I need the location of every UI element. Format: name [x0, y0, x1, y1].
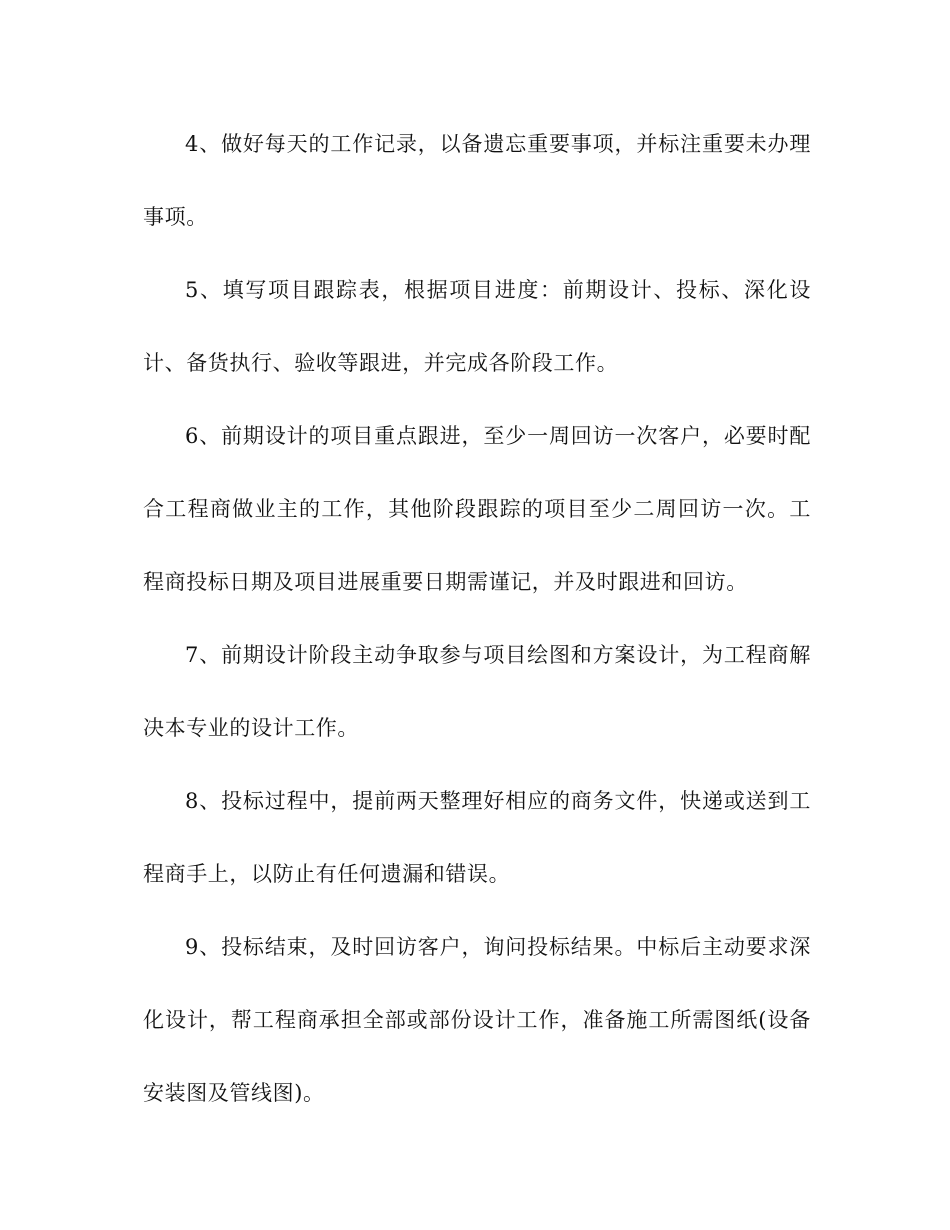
paragraph-item-8: 8、投标过程中，提前两天整理好相应的商务文件，快递或送到工程商手上，以防止有任何遗漏和错误。 [143, 789, 811, 886]
paragraph-item-9: 9、投标结束，及时回访客户，询问投标结果。中标后主动要求深化设计，帮工程商承担全部或部份设计工作，准备施工所需图纸(设备安装图及管线图)。 [143, 935, 811, 1105]
paragraph-item-6: 6、前期设计的项目重点跟进，至少一周回访一次客户，必要时配合工程商做业主的工作，其他阶段跟踪的项目至少二周回访一次。工程商投标日期及项目进展重要日期需谨记，并及时跟进和回访。 [143, 424, 811, 594]
paragraph-item-7: 7、前期设计阶段主动争取参与项目绘图和方案设计，为工程商解决本专业的设计工作。 [143, 643, 811, 740]
document-body [143, 108, 811, 1130]
paragraph-item-5: 5、填写项目跟踪表，根据项目进度：前期设计、投标、深化设计、备货执行、验收等跟进，并完成各阶段工作。 [143, 278, 811, 375]
paragraph-item-4: 4、做好每天的工作记录，以备遗忘重要事项，并标注重要未办理事项。 [143, 132, 811, 229]
